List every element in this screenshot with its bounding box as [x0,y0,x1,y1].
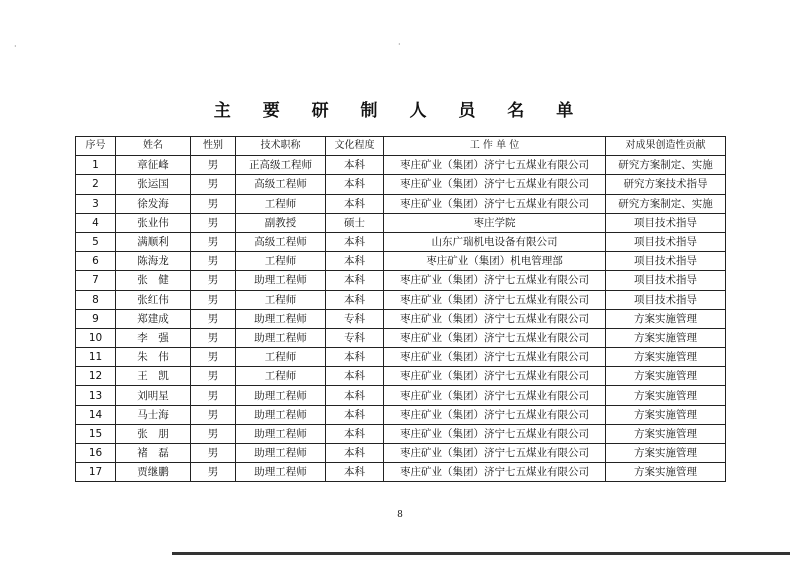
cell-title: 工程师 [236,348,326,367]
cell-gender: 男 [191,156,236,175]
cell-name: 陈海龙 [116,252,191,271]
cell-education: 本科 [326,232,384,251]
cell-contribution: 研究方案制定、实施 [606,156,726,175]
cell-employer: 山东广瑞机电设备有限公司 [384,232,606,251]
table-row [76,290,726,309]
cell-employer: 枣庄矿业（集团）济宁七五煤业有限公司 [384,348,606,367]
cell-education: 专科 [326,328,384,347]
cell-index: 13 [76,386,116,405]
cell-name: 朱 伟 [116,348,191,367]
cell-index: 1 [76,156,116,175]
cell-employer: 枣庄矿业（集团）济宁七五煤业有限公司 [384,444,606,463]
cell-employer: 枣庄矿业（集团）济宁七五煤业有限公司 [384,175,606,194]
cell-gender: 男 [191,444,236,463]
cell-name: 李 强 [116,328,191,347]
cell-title: 工程师 [236,252,326,271]
cell-contribution: 方案实施管理 [606,444,726,463]
cell-name: 徐发海 [116,194,191,213]
cell-gender: 男 [191,367,236,386]
table-row [76,328,726,347]
cell-gender: 男 [191,386,236,405]
table-row [76,367,726,386]
cell-index: 15 [76,424,116,443]
cell-title: 助理工程师 [236,463,326,482]
cell-education: 本科 [326,386,384,405]
cell-gender: 男 [191,463,236,482]
cell-title: 助理工程师 [236,444,326,463]
cell-education: 专科 [326,309,384,328]
cell-title: 助理工程师 [236,309,326,328]
cell-contribution: 项目技术指导 [606,290,726,309]
cell-index: 4 [76,213,116,232]
cell-title: 高级工程师 [236,175,326,194]
cell-name: 张运国 [116,175,191,194]
scan-speck: · [14,42,17,51]
cell-gender: 男 [191,175,236,194]
cell-index: 6 [76,252,116,271]
cell-title: 助理工程师 [236,328,326,347]
table-header-row [76,137,726,156]
cell-title: 工程师 [236,367,326,386]
cell-education: 本科 [326,405,384,424]
cell-gender: 男 [191,328,236,347]
cell-index: 8 [76,290,116,309]
cell-employer: 枣庄矿业（集团）济宁七五煤业有限公司 [384,309,606,328]
cell-education: 本科 [326,444,384,463]
table-row [76,424,726,443]
table-row [76,252,726,271]
cell-contribution: 研究方案技术指导 [606,175,726,194]
cell-name: 郑建成 [116,309,191,328]
cell-contribution: 项目技术指导 [606,213,726,232]
table-body [76,156,726,482]
table-row [76,463,726,482]
cell-contribution: 方案实施管理 [606,405,726,424]
cell-name: 贾继鹏 [116,463,191,482]
cell-contribution: 项目技术指导 [606,271,726,290]
cell-index: 12 [76,367,116,386]
cell-contribution: 项目技术指导 [606,252,726,271]
cell-index: 16 [76,444,116,463]
cell-employer: 枣庄矿业（集团）济宁七五煤业有限公司 [384,463,606,482]
table-row [76,194,726,213]
table-row [76,309,726,328]
table-row [76,405,726,424]
cell-name: 张 朋 [116,424,191,443]
cell-title: 工程师 [236,194,326,213]
cell-gender: 男 [191,405,236,424]
table-row [76,213,726,232]
cell-index: 7 [76,271,116,290]
cell-title: 工程师 [236,290,326,309]
cell-title: 助理工程师 [236,405,326,424]
cell-name: 马士海 [116,405,191,424]
cell-gender: 男 [191,232,236,251]
column-header-employer: 工 作 单 位 [384,137,606,156]
cell-contribution: 项目技术指导 [606,232,726,251]
cell-education: 本科 [326,290,384,309]
cell-employer: 枣庄矿业（集团）济宁七五煤业有限公司 [384,156,606,175]
cell-gender: 男 [191,252,236,271]
scan-edge-line [172,552,790,555]
cell-name: 刘明星 [116,386,191,405]
cell-index: 9 [76,309,116,328]
cell-title: 助理工程师 [236,424,326,443]
cell-name: 王 凯 [116,367,191,386]
table-row [76,232,726,251]
cell-name: 张红伟 [116,290,191,309]
cell-education: 本科 [326,348,384,367]
cell-employer: 枣庄矿业（集团）机电管理部 [384,252,606,271]
cell-education: 本科 [326,271,384,290]
cell-gender: 男 [191,348,236,367]
cell-education: 本科 [326,175,384,194]
cell-contribution: 方案实施管理 [606,328,726,347]
table-row [76,348,726,367]
cell-gender: 男 [191,213,236,232]
cell-employer: 枣庄矿业（集团）济宁七五煤业有限公司 [384,290,606,309]
cell-contribution: 方案实施管理 [606,348,726,367]
cell-gender: 男 [191,309,236,328]
cell-education: 硕士 [326,213,384,232]
cell-employer: 枣庄学院 [384,213,606,232]
column-header-education: 文化程度 [326,137,384,156]
cell-name: 张 健 [116,271,191,290]
cell-employer: 枣庄矿业（集团）济宁七五煤业有限公司 [384,194,606,213]
cell-title: 正高级工程师 [236,156,326,175]
cell-employer: 枣庄矿业（集团）济宁七五煤业有限公司 [384,405,606,424]
cell-index: 17 [76,463,116,482]
cell-contribution: 研究方案制定、实施 [606,194,726,213]
table-row [76,156,726,175]
cell-title: 助理工程师 [236,271,326,290]
cell-index: 5 [76,232,116,251]
cell-index: 10 [76,328,116,347]
cell-education: 本科 [326,367,384,386]
cell-contribution: 方案实施管理 [606,367,726,386]
cell-index: 2 [76,175,116,194]
cell-gender: 男 [191,424,236,443]
table-row [76,444,726,463]
cell-employer: 枣庄矿业（集团）济宁七五煤业有限公司 [384,328,606,347]
personnel-table [75,136,726,482]
cell-contribution: 方案实施管理 [606,386,726,405]
cell-employer: 枣庄矿业（集团）济宁七五煤业有限公司 [384,424,606,443]
cell-gender: 男 [191,271,236,290]
table-row [76,386,726,405]
cell-employer: 枣庄矿业（集团）济宁七五煤业有限公司 [384,386,606,405]
column-header-name: 姓名 [116,137,191,156]
cell-name: 褚 磊 [116,444,191,463]
scan-speck: · [398,40,401,49]
cell-title: 助理工程师 [236,386,326,405]
cell-index: 14 [76,405,116,424]
cell-contribution: 方案实施管理 [606,309,726,328]
cell-index: 11 [76,348,116,367]
table-row [76,175,726,194]
cell-employer: 枣庄矿业（集团）济宁七五煤业有限公司 [384,271,606,290]
cell-index: 3 [76,194,116,213]
cell-education: 本科 [326,252,384,271]
cell-education: 本科 [326,194,384,213]
column-header-title: 技术职称 [236,137,326,156]
cell-name: 满顺利 [116,232,191,251]
cell-education: 本科 [326,156,384,175]
page-number: 8 [397,510,403,520]
column-header-contribution: 对成果创造性贡献 [606,137,726,156]
cell-title: 高级工程师 [236,232,326,251]
cell-name: 章征峰 [116,156,191,175]
column-header-gender: 性别 [191,137,236,156]
cell-title: 副教授 [236,213,326,232]
table-row [76,271,726,290]
column-header-index: 序号 [76,137,116,156]
cell-contribution: 方案实施管理 [606,424,726,443]
cell-employer: 枣庄矿业（集团）济宁七五煤业有限公司 [384,367,606,386]
page-title: 主 要 研 制 人 员 名 单 [213,101,587,121]
cell-gender: 男 [191,290,236,309]
cell-contribution: 方案实施管理 [606,463,726,482]
cell-gender: 男 [191,194,236,213]
cell-education: 本科 [326,424,384,443]
cell-education: 本科 [326,463,384,482]
cell-name: 张业伟 [116,213,191,232]
